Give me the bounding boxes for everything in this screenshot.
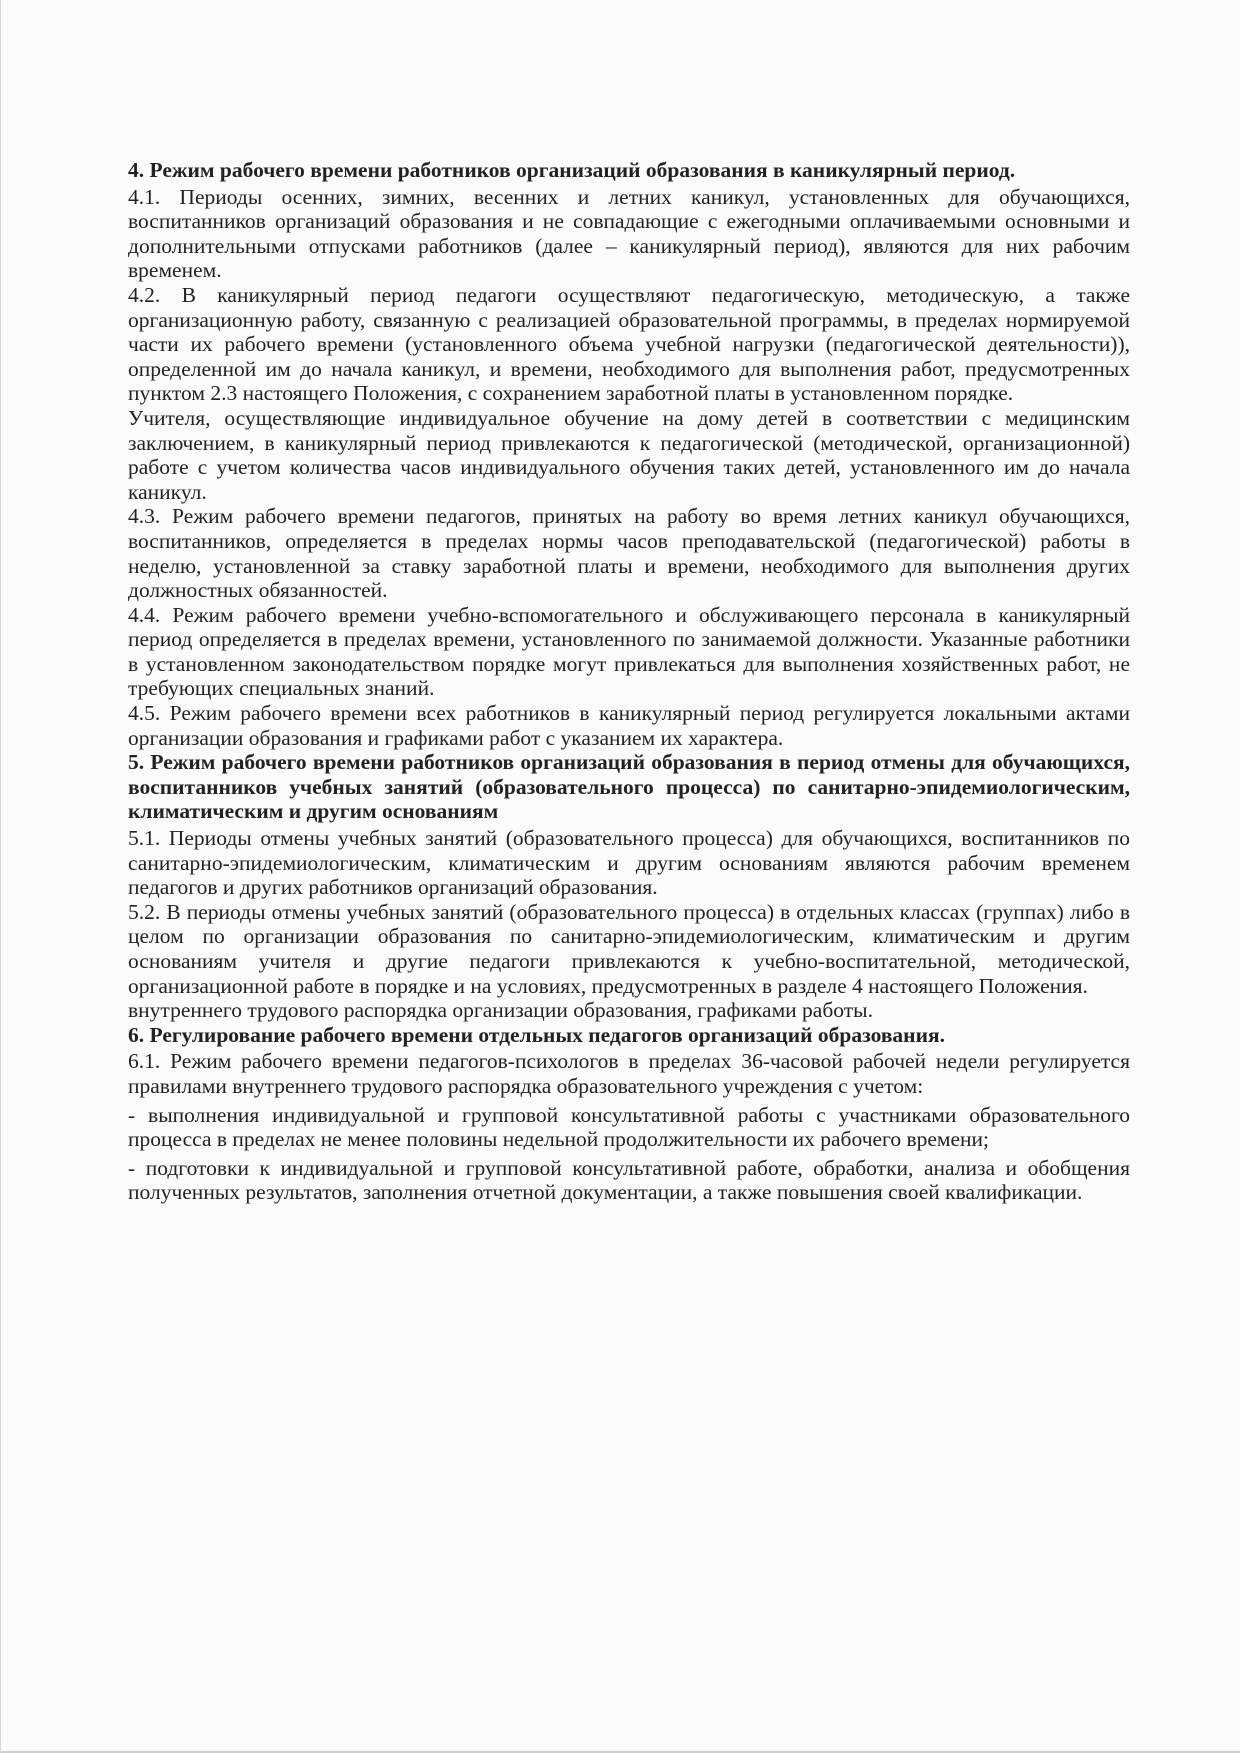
document-body (128, 158, 1130, 1205)
section-5-heading: 5. Режим рабочего времени работников организаций образования в период отмены для обучающихся, воспитанников учебных занятий (образовательного процесса) по санитарно-эпидемиологическим, климатическим и другим основаниям (128, 750, 1130, 824)
paragraph-4-4: 4.4. Режим рабочего времени учебно-вспомогательного и обслуживающего персонала в каникулярный период определяется в пределах времени, установленного по занимаемой должности. Указанные работники в установленном законодательством порядке могут привлекаться для выполнения хозяйственных работ, не требующих специальных знаний. (128, 602, 1130, 701)
paragraph-5-2: 5.2. В периоды отмены учебных занятий (образовательного процесса) в отдельных классах (группах) либо в целом по организации образования по санитарно-эпидемиологическим, климатическим и другим основаниям учителя и другие педагоги привлекаются к учебно-воспитательной, методической, организационной работе в порядке и на условиях, предусмотренных в разделе 4 настоящего Положения. (128, 899, 1130, 998)
paragraph-5-1: 5.1. Периоды отмены учебных занятий (образовательного процесса) для обучающихся, воспитанников по санитарно-эпидемиологическим, климатическим и другим основаниям являются рабочим временем педагогов и других работников организаций образования. (128, 826, 1130, 900)
section-4-heading: 4. Режим рабочего времени работников организаций образования в каникулярный период. (128, 158, 1016, 182)
paragraph-6-1: 6.1. Режим рабочего времени педагогов-психологов в пределах 36-часовой рабочей недели регулируется правилами внутреннего трудового распорядка образовательного учреждения с учетом: (128, 1049, 1130, 1098)
section-6-heading: 6. Регулирование рабочего времени отдельных педагогов организаций образования. (128, 1022, 945, 1047)
list-item-consulting: - выполнения индивидуальной и групповой консультативной работы с участниками образовательного процесса в пределах не менее половины недельной продолжительности их рабочего времени; (128, 1102, 1130, 1152)
paragraph-4-2: 4.2. В каникулярный период педагоги осуществляют педагогическую, методическую, а также организационную работу, связанную с реализацией образовательной программы, в пределах нормируемой части их рабочего времени (установленного объема учебной нагрузки (педагогической деятельности)), определенной им до начала каникул, и времени, необходимого для выполнения работ, предусмотренных пунктом 2.3 настоящего Положения, с сохранением заработной платы в установленном порядке. (128, 282, 1130, 406)
paragraph-fragment: внутреннего трудового распорядка организации образования, графиками работы. (128, 998, 873, 1023)
paragraph-4-5: 4.5. Режим рабочего времени всех работников в каникулярный период регулируется локальными актами организации образования и графиками работ с указанием их характера. (128, 701, 1130, 750)
paragraph-4-1: 4.1. Периоды осенних, зимних, весенних и летних каникул, установленных для обучающихся, воспитанников организаций образования и не совпадающие с ежегодными оплачиваемыми основными и дополнительными отпусками работников (далее – каникулярный период), являются для них рабочим временем. (128, 184, 1130, 283)
paragraph-4-3: 4.3. Режим рабочего времени педагогов, принятых на работу во время летних каникул обучающихся, воспитанников, определяется в пределах нормы часов преподавательской (педагогической) работы в неделю, установленной за ставку заработной платы и времени, необходимого для выполнения других должностных обязанностей. (128, 504, 1130, 603)
paragraph-4-2-teachers: Учителя, осуществляющие индивидуальное обучение на дому детей в соответствии с медицинским заключением, в каникулярный период привлекаются к педагогической (методической, организационной) работе с учетом количества часов индивидуального обучения таких детей, установленного им до начала каникул. (128, 405, 1130, 504)
list-item-preparation: - подготовки к индивидуальной и групповой консультативной работе, обработки, анализа и обобщения полученных результатов, заполнения отчетной документации, а также повышения своей квалификации. (128, 1155, 1130, 1205)
